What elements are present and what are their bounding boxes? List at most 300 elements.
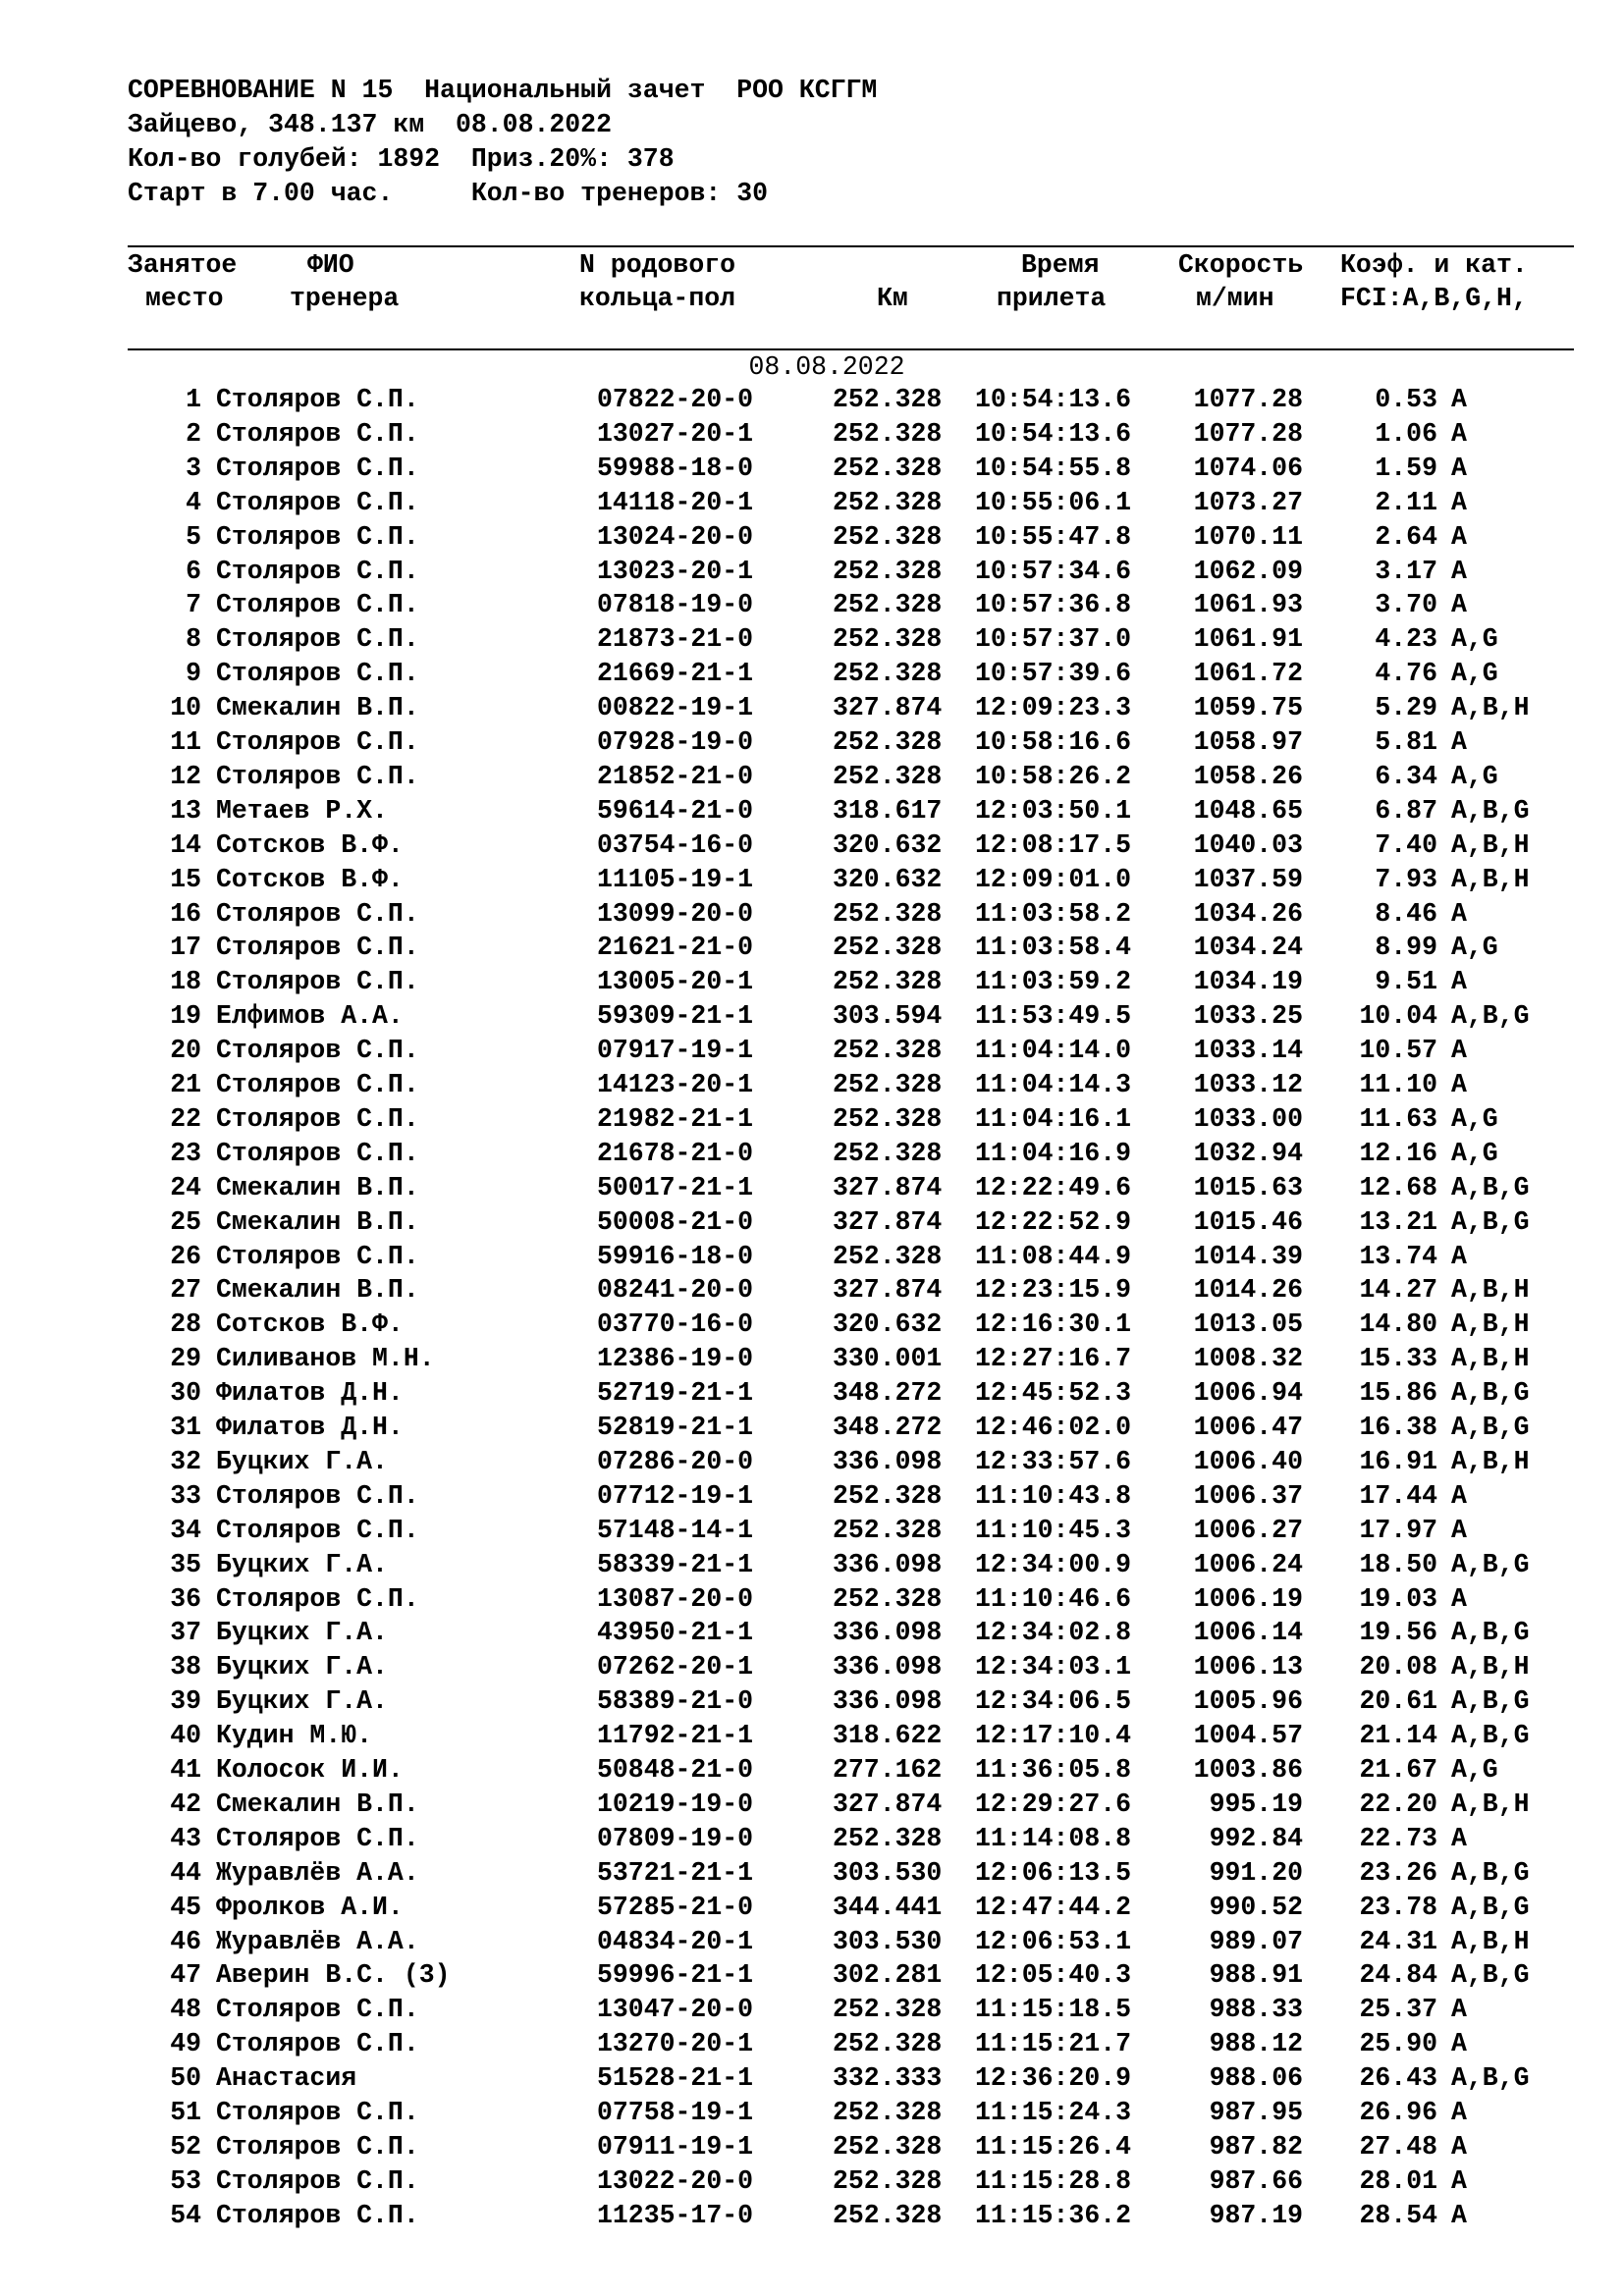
arrival-time-cell: 12:29:27.6	[975, 1789, 1132, 1819]
trainer-name-cell: Столяров С.П.	[216, 2029, 419, 2059]
arrival-time-cell: 12:34:03.1	[975, 1652, 1132, 1682]
categories-cell: A,B,G	[1451, 2063, 1530, 2094]
arrival-time-cell: 11:04:14.0	[975, 1036, 1132, 1066]
categories-cell: A,B,G	[1451, 1413, 1530, 1442]
place-cell: 30	[170, 1378, 201, 1409]
arrival-time-cell: 12:06:13.5	[975, 1857, 1132, 1888]
place-cell: 37	[170, 1618, 201, 1648]
ring-number-cell: 12386-19-0	[597, 1344, 754, 1374]
coefficient-cell: 22.20	[1359, 1789, 1437, 1819]
coefficient-cell: 15.33	[1359, 1344, 1437, 1374]
ring-number-cell: 07809-19-0	[597, 1823, 754, 1853]
speed-cell: 1033.14	[1193, 1036, 1303, 1066]
distance-km-cell: 252.328	[833, 556, 943, 586]
start-info: Старт в 7.00 час. Кол-во тренеров: 30	[128, 179, 769, 208]
place-cell: 12	[170, 761, 201, 791]
arrival-time-cell: 12:33:57.6	[975, 1446, 1132, 1476]
place-cell: 8	[186, 624, 201, 655]
distance-km-cell: 252.328	[833, 659, 943, 689]
arrival-time-cell: 12:17:10.4	[975, 1721, 1132, 1751]
coefficient-cell: 9.51	[1375, 967, 1437, 997]
table-row	[0, 2096, 1624, 2130]
categories-cell: A	[1451, 2098, 1467, 2127]
table-row	[0, 1788, 1624, 1822]
place-cell: 9	[186, 659, 201, 689]
place-cell: 31	[170, 1413, 201, 1442]
ring-number-cell: 58339-21-1	[597, 1549, 754, 1579]
place-cell: 24	[170, 1172, 201, 1202]
ring-number-cell: 59988-18-0	[597, 453, 754, 483]
arrival-time-cell: 10:57:34.6	[975, 556, 1132, 586]
categories-cell: A,B,H	[1451, 1652, 1530, 1682]
speed-cell: 990.52	[1209, 1892, 1303, 1922]
speed-cell: 987.66	[1209, 2165, 1303, 2196]
categories-cell: A	[1451, 1583, 1467, 1614]
table-row	[0, 1616, 1624, 1650]
arrival-time-cell: 12:22:49.6	[975, 1172, 1132, 1202]
place-cell: 20	[170, 1036, 201, 1066]
table-row	[0, 555, 1624, 589]
trainer-name-cell: Буцких Г.А.	[216, 1446, 388, 1476]
categories-cell: A,B,G	[1451, 1172, 1530, 1202]
coefficient-cell: 25.90	[1359, 2029, 1437, 2059]
table-row	[0, 1548, 1624, 1582]
distance-km-cell: 252.328	[833, 521, 943, 552]
place-cell: 41	[170, 1755, 201, 1785]
speed-cell: 1006.19	[1193, 1583, 1303, 1614]
distance-km-cell: 277.162	[833, 1755, 943, 1785]
ring-number-cell: 07917-19-1	[597, 1036, 754, 1066]
trainer-name-cell: Буцких Г.А.	[216, 1686, 388, 1717]
categories-cell: A	[1451, 1515, 1467, 1545]
col-coef-line2: FCI:A,B,G,H,	[1340, 284, 1528, 313]
ring-number-cell: 07822-20-0	[597, 385, 754, 414]
distance-km-cell: 252.328	[833, 2098, 943, 2127]
distance-km-cell: 327.874	[833, 1206, 943, 1237]
coefficient-cell: 20.08	[1359, 1652, 1437, 1682]
distance-km-cell: 252.328	[833, 1138, 943, 1168]
arrival-time-cell: 12:34:06.5	[975, 1686, 1132, 1717]
categories-cell: A	[1451, 967, 1467, 997]
distance-km-cell: 320.632	[833, 1309, 943, 1340]
speed-cell: 1058.97	[1193, 727, 1303, 757]
speed-cell: 1061.72	[1193, 659, 1303, 689]
table-row	[0, 1240, 1624, 1274]
ring-number-cell: 14123-20-1	[597, 1070, 754, 1099]
speed-cell: 988.12	[1209, 2029, 1303, 2059]
ring-number-cell: 52819-21-1	[597, 1413, 754, 1442]
arrival-time-cell: 11:03:59.2	[975, 967, 1132, 997]
coefficient-cell: 23.78	[1359, 1892, 1437, 1922]
categories-cell: A	[1451, 1241, 1467, 1271]
table-row	[0, 452, 1624, 486]
distance-km-cell: 327.874	[833, 693, 943, 723]
coefficient-cell: 15.86	[1359, 1378, 1437, 1409]
speed-cell: 989.07	[1209, 1926, 1303, 1956]
categories-cell: A,B,G	[1451, 1206, 1530, 1237]
trainer-name-cell: Столяров С.П.	[216, 2200, 419, 2230]
arrival-time-cell: 11:08:44.9	[975, 1241, 1132, 1271]
pigeon-count: Кол-во голубей: 1892 Приз.20%: 378	[128, 144, 675, 174]
coefficient-cell: 17.97	[1359, 1515, 1437, 1545]
categories-cell: A	[1451, 2165, 1467, 2196]
coefficient-cell: 23.26	[1359, 1857, 1437, 1888]
place-cell: 11	[170, 727, 201, 757]
table-row	[0, 725, 1624, 760]
table-row	[0, 1514, 1624, 1548]
distance-km-cell: 252.328	[833, 590, 943, 620]
speed-cell: 1034.24	[1193, 933, 1303, 963]
ring-number-cell: 51528-21-1	[597, 2063, 754, 2094]
coefficient-cell: 8.99	[1375, 933, 1437, 963]
trainer-name-cell: Столяров С.П.	[216, 521, 419, 552]
coefficient-cell: 5.29	[1375, 693, 1437, 723]
speed-cell: 1004.57	[1193, 1721, 1303, 1751]
categories-cell: A	[1451, 898, 1467, 929]
arrival-time-cell: 10:54:55.8	[975, 453, 1132, 483]
categories-cell: A	[1451, 487, 1467, 517]
ring-number-cell: 59996-21-1	[597, 1960, 754, 1991]
place-cell: 33	[170, 1480, 201, 1511]
trainer-name-cell: Филатов Д.Н.	[216, 1413, 404, 1442]
categories-cell: A	[1451, 418, 1467, 449]
speed-cell: 1006.14	[1193, 1618, 1303, 1648]
place-cell: 47	[170, 1960, 201, 1991]
ring-number-cell: 11105-19-1	[597, 864, 754, 894]
table-row	[0, 1171, 1624, 1205]
categories-cell: A	[1451, 1480, 1467, 1511]
place-cell: 40	[170, 1721, 201, 1751]
arrival-time-cell: 12:03:50.1	[975, 795, 1132, 826]
distance-km-cell: 327.874	[833, 1172, 943, 1202]
categories-cell: A	[1451, 1036, 1467, 1066]
speed-cell: 1006.94	[1193, 1378, 1303, 1409]
trainer-name-cell: Аверин В.С. (3)	[216, 1960, 451, 1991]
distance-km-cell: 336.098	[833, 1549, 943, 1579]
table-row	[0, 1856, 1624, 1891]
trainer-name-cell: Фролков А.И.	[216, 1892, 404, 1922]
trainer-name-cell: Смекалин В.П.	[216, 693, 419, 723]
categories-cell: A,B,H	[1451, 693, 1530, 723]
coefficient-cell: 24.31	[1359, 1926, 1437, 1956]
header-rule-top	[128, 245, 1574, 247]
place-cell: 10	[170, 693, 201, 723]
col-km: Км	[877, 284, 908, 313]
trainer-name-cell: Буцких Г.А.	[216, 1549, 388, 1579]
trainer-name-cell: Столяров С.П.	[216, 967, 419, 997]
coefficient-cell: 24.84	[1359, 1960, 1437, 1991]
distance-km-cell: 344.441	[833, 1892, 943, 1922]
categories-cell: A,B,H	[1451, 1789, 1530, 1819]
coefficient-cell: 4.23	[1375, 624, 1437, 655]
arrival-time-cell: 11:10:46.6	[975, 1583, 1132, 1614]
coefficient-cell: 11.63	[1359, 1103, 1437, 1134]
trainer-name-cell: Столяров С.П.	[216, 385, 419, 414]
place-cell: 14	[170, 829, 201, 860]
place-cell: 28	[170, 1309, 201, 1340]
distance-km-cell: 252.328	[833, 1241, 943, 1271]
distance-km-cell: 252.328	[833, 453, 943, 483]
coefficient-cell: 3.17	[1375, 556, 1437, 586]
arrival-time-cell: 12:34:02.8	[975, 1618, 1132, 1648]
arrival-time-cell: 11:15:24.3	[975, 2098, 1132, 2127]
speed-cell: 1014.26	[1193, 1275, 1303, 1306]
coefficient-cell: 1.06	[1375, 418, 1437, 449]
place-cell: 36	[170, 1583, 201, 1614]
arrival-time-cell: 10:54:13.6	[975, 385, 1132, 414]
location-date: Зайцево, 348.137 км 08.08.2022	[128, 110, 612, 139]
coefficient-cell: 12.68	[1359, 1172, 1437, 1202]
distance-km-cell: 252.328	[833, 1036, 943, 1066]
trainer-name-cell: Столяров С.П.	[216, 453, 419, 483]
speed-cell: 988.33	[1209, 1995, 1303, 2025]
speed-cell: 1006.27	[1193, 1515, 1303, 1545]
trainer-name-cell: Столяров С.П.	[216, 556, 419, 586]
place-cell: 7	[186, 590, 201, 620]
coefficient-cell: 2.11	[1375, 487, 1437, 517]
place-cell: 44	[170, 1857, 201, 1888]
distance-km-cell: 252.328	[833, 727, 943, 757]
trainer-name-cell: Столяров С.П.	[216, 1583, 419, 1614]
speed-cell: 1003.86	[1193, 1755, 1303, 1785]
coefficient-cell: 2.64	[1375, 521, 1437, 552]
place-cell: 4	[186, 487, 201, 517]
table-row	[0, 999, 1624, 1034]
distance-km-cell: 252.328	[833, 967, 943, 997]
speed-cell: 1005.96	[1193, 1686, 1303, 1717]
speed-cell: 1033.25	[1193, 1001, 1303, 1032]
arrival-time-cell: 12:23:15.9	[975, 1275, 1132, 1306]
ring-number-cell: 13099-20-0	[597, 898, 754, 929]
categories-cell: A,B,G	[1451, 1001, 1530, 1032]
arrival-time-cell: 10:55:06.1	[975, 487, 1132, 517]
categories-cell: A,G	[1451, 1103, 1498, 1134]
ring-number-cell: 07712-19-1	[597, 1480, 754, 1511]
trainer-name-cell: Силиванов М.Н.	[216, 1344, 435, 1374]
categories-cell: A	[1451, 590, 1467, 620]
distance-km-cell: 318.622	[833, 1721, 943, 1751]
distance-km-cell: 252.328	[833, 2165, 943, 2196]
distance-km-cell: 252.328	[833, 1070, 943, 1099]
place-cell: 27	[170, 1275, 201, 1306]
speed-cell: 1062.09	[1193, 556, 1303, 586]
table-row	[0, 1479, 1624, 1514]
categories-cell: A,B,H	[1451, 864, 1530, 894]
trainer-name-cell: Столяров С.П.	[216, 590, 419, 620]
col-name-line1: ФИО	[307, 250, 354, 280]
arrival-time-cell: 10:57:39.6	[975, 659, 1132, 689]
arrival-time-cell: 12:09:23.3	[975, 693, 1132, 723]
trainer-name-cell: Смекалин В.П.	[216, 1275, 419, 1306]
speed-cell: 988.91	[1209, 1960, 1303, 1991]
section-date: 08.08.2022	[748, 352, 905, 382]
ring-number-cell: 58389-21-0	[597, 1686, 754, 1717]
distance-km-cell: 252.328	[833, 1480, 943, 1511]
trainer-name-cell: Столяров С.П.	[216, 1070, 419, 1099]
table-row	[0, 1891, 1624, 1925]
place-cell: 5	[186, 521, 201, 552]
trainer-name-cell: Столяров С.П.	[216, 1103, 419, 1134]
categories-cell: A	[1451, 556, 1467, 586]
coefficient-cell: 19.03	[1359, 1583, 1437, 1614]
distance-km-cell: 303.530	[833, 1926, 943, 1956]
arrival-time-cell: 11:03:58.4	[975, 933, 1132, 963]
coefficient-cell: 12.16	[1359, 1138, 1437, 1168]
arrival-time-cell: 11:04:14.3	[975, 1070, 1132, 1099]
arrival-time-cell: 12:27:16.7	[975, 1344, 1132, 1374]
ring-number-cell: 50017-21-1	[597, 1172, 754, 1202]
table-row	[0, 1993, 1624, 2027]
speed-cell: 1034.26	[1193, 898, 1303, 929]
trainer-name-cell: Сотсков В.Ф.	[216, 829, 404, 860]
coefficient-cell: 27.48	[1359, 2131, 1437, 2162]
trainer-name-cell: Филатов Д.Н.	[216, 1378, 404, 1409]
trainer-name-cell: Столяров С.П.	[216, 1480, 419, 1511]
ring-number-cell: 21873-21-0	[597, 624, 754, 655]
coefficient-cell: 10.04	[1359, 1001, 1437, 1032]
arrival-time-cell: 12:22:52.9	[975, 1206, 1132, 1237]
coefficient-cell: 22.73	[1359, 1823, 1437, 1853]
trainer-name-cell: Колосок И.И.	[216, 1755, 404, 1785]
table-row	[0, 965, 1624, 999]
categories-cell: A,G	[1451, 933, 1498, 963]
table-row	[0, 931, 1624, 965]
trainer-name-cell: Столяров С.П.	[216, 624, 419, 655]
distance-km-cell: 348.272	[833, 1378, 943, 1409]
ring-number-cell: 21669-21-1	[597, 659, 754, 689]
table-row	[0, 1273, 1624, 1308]
table-row	[0, 657, 1624, 691]
speed-cell: 1006.37	[1193, 1480, 1303, 1511]
categories-cell: A,G	[1451, 761, 1498, 791]
coefficient-cell: 20.61	[1359, 1686, 1437, 1717]
speed-cell: 1077.28	[1193, 418, 1303, 449]
place-cell: 17	[170, 933, 201, 963]
speed-cell: 987.19	[1209, 2200, 1303, 2230]
ring-number-cell: 11792-21-1	[597, 1721, 754, 1751]
coefficient-cell: 21.14	[1359, 1721, 1437, 1751]
coefficient-cell: 10.57	[1359, 1036, 1437, 1066]
table-row	[0, 520, 1624, 555]
arrival-time-cell: 10:58:26.2	[975, 761, 1132, 791]
arrival-time-cell: 11:04:16.1	[975, 1103, 1132, 1134]
place-cell: 45	[170, 1892, 201, 1922]
trainer-name-cell: Столяров С.П.	[216, 1515, 419, 1545]
categories-cell: A,B,G	[1451, 795, 1530, 826]
table-row	[0, 760, 1624, 794]
place-cell: 22	[170, 1103, 201, 1134]
speed-cell: 992.84	[1209, 1823, 1303, 1853]
categories-cell: A,B,H	[1451, 1344, 1530, 1374]
categories-cell: A,B,H	[1451, 1446, 1530, 1476]
ring-number-cell: 21678-21-0	[597, 1138, 754, 1168]
table-row	[0, 2130, 1624, 2164]
coefficient-cell: 13.74	[1359, 1241, 1437, 1271]
coefficient-cell: 14.80	[1359, 1309, 1437, 1340]
ring-number-cell: 59309-21-1	[597, 1001, 754, 1032]
col-name-line2: тренера	[290, 284, 400, 313]
speed-cell: 1037.59	[1193, 864, 1303, 894]
categories-cell: A	[1451, 1070, 1467, 1099]
distance-km-cell: 320.632	[833, 864, 943, 894]
speed-cell: 1040.03	[1193, 829, 1303, 860]
ring-number-cell: 21982-21-1	[597, 1103, 754, 1134]
table-row	[0, 1582, 1624, 1617]
arrival-time-cell: 11:15:26.4	[975, 2131, 1132, 2162]
ring-number-cell: 21621-21-0	[597, 933, 754, 963]
distance-km-cell: 320.632	[833, 829, 943, 860]
distance-km-cell: 336.098	[833, 1446, 943, 1476]
arrival-time-cell: 10:57:36.8	[975, 590, 1132, 620]
distance-km-cell: 336.098	[833, 1618, 943, 1648]
arrival-time-cell: 11:15:28.8	[975, 2165, 1132, 2196]
place-cell: 49	[170, 2029, 201, 2059]
coefficient-cell: 6.34	[1375, 761, 1437, 791]
speed-cell: 1074.06	[1193, 453, 1303, 483]
arrival-time-cell: 10:58:16.6	[975, 727, 1132, 757]
trainer-name-cell: Журавлёв А.А.	[216, 1857, 419, 1888]
trainer-name-cell: Столяров С.П.	[216, 2165, 419, 2196]
table-row	[0, 486, 1624, 520]
place-cell: 48	[170, 1995, 201, 2025]
place-cell: 38	[170, 1652, 201, 1682]
speed-cell: 1070.11	[1193, 521, 1303, 552]
speed-cell: 1061.91	[1193, 624, 1303, 655]
trainer-name-cell: Столяров С.П.	[216, 1823, 419, 1853]
ring-number-cell: 07262-20-1	[597, 1652, 754, 1682]
distance-km-cell: 252.328	[833, 1515, 943, 1545]
speed-cell: 987.95	[1209, 2098, 1303, 2127]
table-row	[0, 622, 1624, 657]
speed-cell: 1032.94	[1193, 1138, 1303, 1168]
speed-cell: 1048.65	[1193, 795, 1303, 826]
coefficient-cell: 21.67	[1359, 1755, 1437, 1785]
col-speed-line1: Скорость	[1178, 250, 1304, 280]
trainer-name-cell: Столяров С.П.	[216, 1995, 419, 2025]
arrival-time-cell: 11:15:21.7	[975, 2029, 1132, 2059]
distance-km-cell: 348.272	[833, 1413, 943, 1442]
coefficient-cell: 28.54	[1359, 2200, 1437, 2230]
arrival-time-cell: 11:53:49.5	[975, 1001, 1132, 1032]
categories-cell: A,B,H	[1451, 1926, 1530, 1956]
table-row	[0, 1034, 1624, 1068]
table-row	[0, 588, 1624, 622]
arrival-time-cell: 12:45:52.3	[975, 1378, 1132, 1409]
table-row	[0, 1342, 1624, 1376]
table-row	[0, 1753, 1624, 1788]
categories-cell: A,G	[1451, 624, 1498, 655]
ring-number-cell: 03770-16-0	[597, 1309, 754, 1340]
distance-km-cell: 252.328	[833, 1103, 943, 1134]
categories-cell: A,B,G	[1451, 1378, 1530, 1409]
competition-title: СОРЕВНОВАНИЕ N 15 Национальный зачет РОО КСГГМ	[128, 76, 878, 105]
arrival-time-cell: 11:04:16.9	[975, 1138, 1132, 1168]
arrival-time-cell: 12:46:02.0	[975, 1413, 1132, 1442]
ring-number-cell: 57148-14-1	[597, 1515, 754, 1545]
place-cell: 39	[170, 1686, 201, 1717]
speed-cell: 995.19	[1209, 1789, 1303, 1819]
ring-number-cell: 13024-20-0	[597, 521, 754, 552]
place-cell: 26	[170, 1241, 201, 1271]
distance-km-cell: 303.594	[833, 1001, 943, 1032]
categories-cell: A	[1451, 453, 1467, 483]
speed-cell: 1033.00	[1193, 1103, 1303, 1134]
trainer-name-cell: Столяров С.П.	[216, 1241, 419, 1271]
arrival-time-cell: 12:34:00.9	[975, 1549, 1132, 1579]
table-row	[0, 1925, 1624, 1959]
distance-km-cell: 252.328	[833, 761, 943, 791]
col-ring-line2: кольца-пол	[579, 284, 736, 313]
